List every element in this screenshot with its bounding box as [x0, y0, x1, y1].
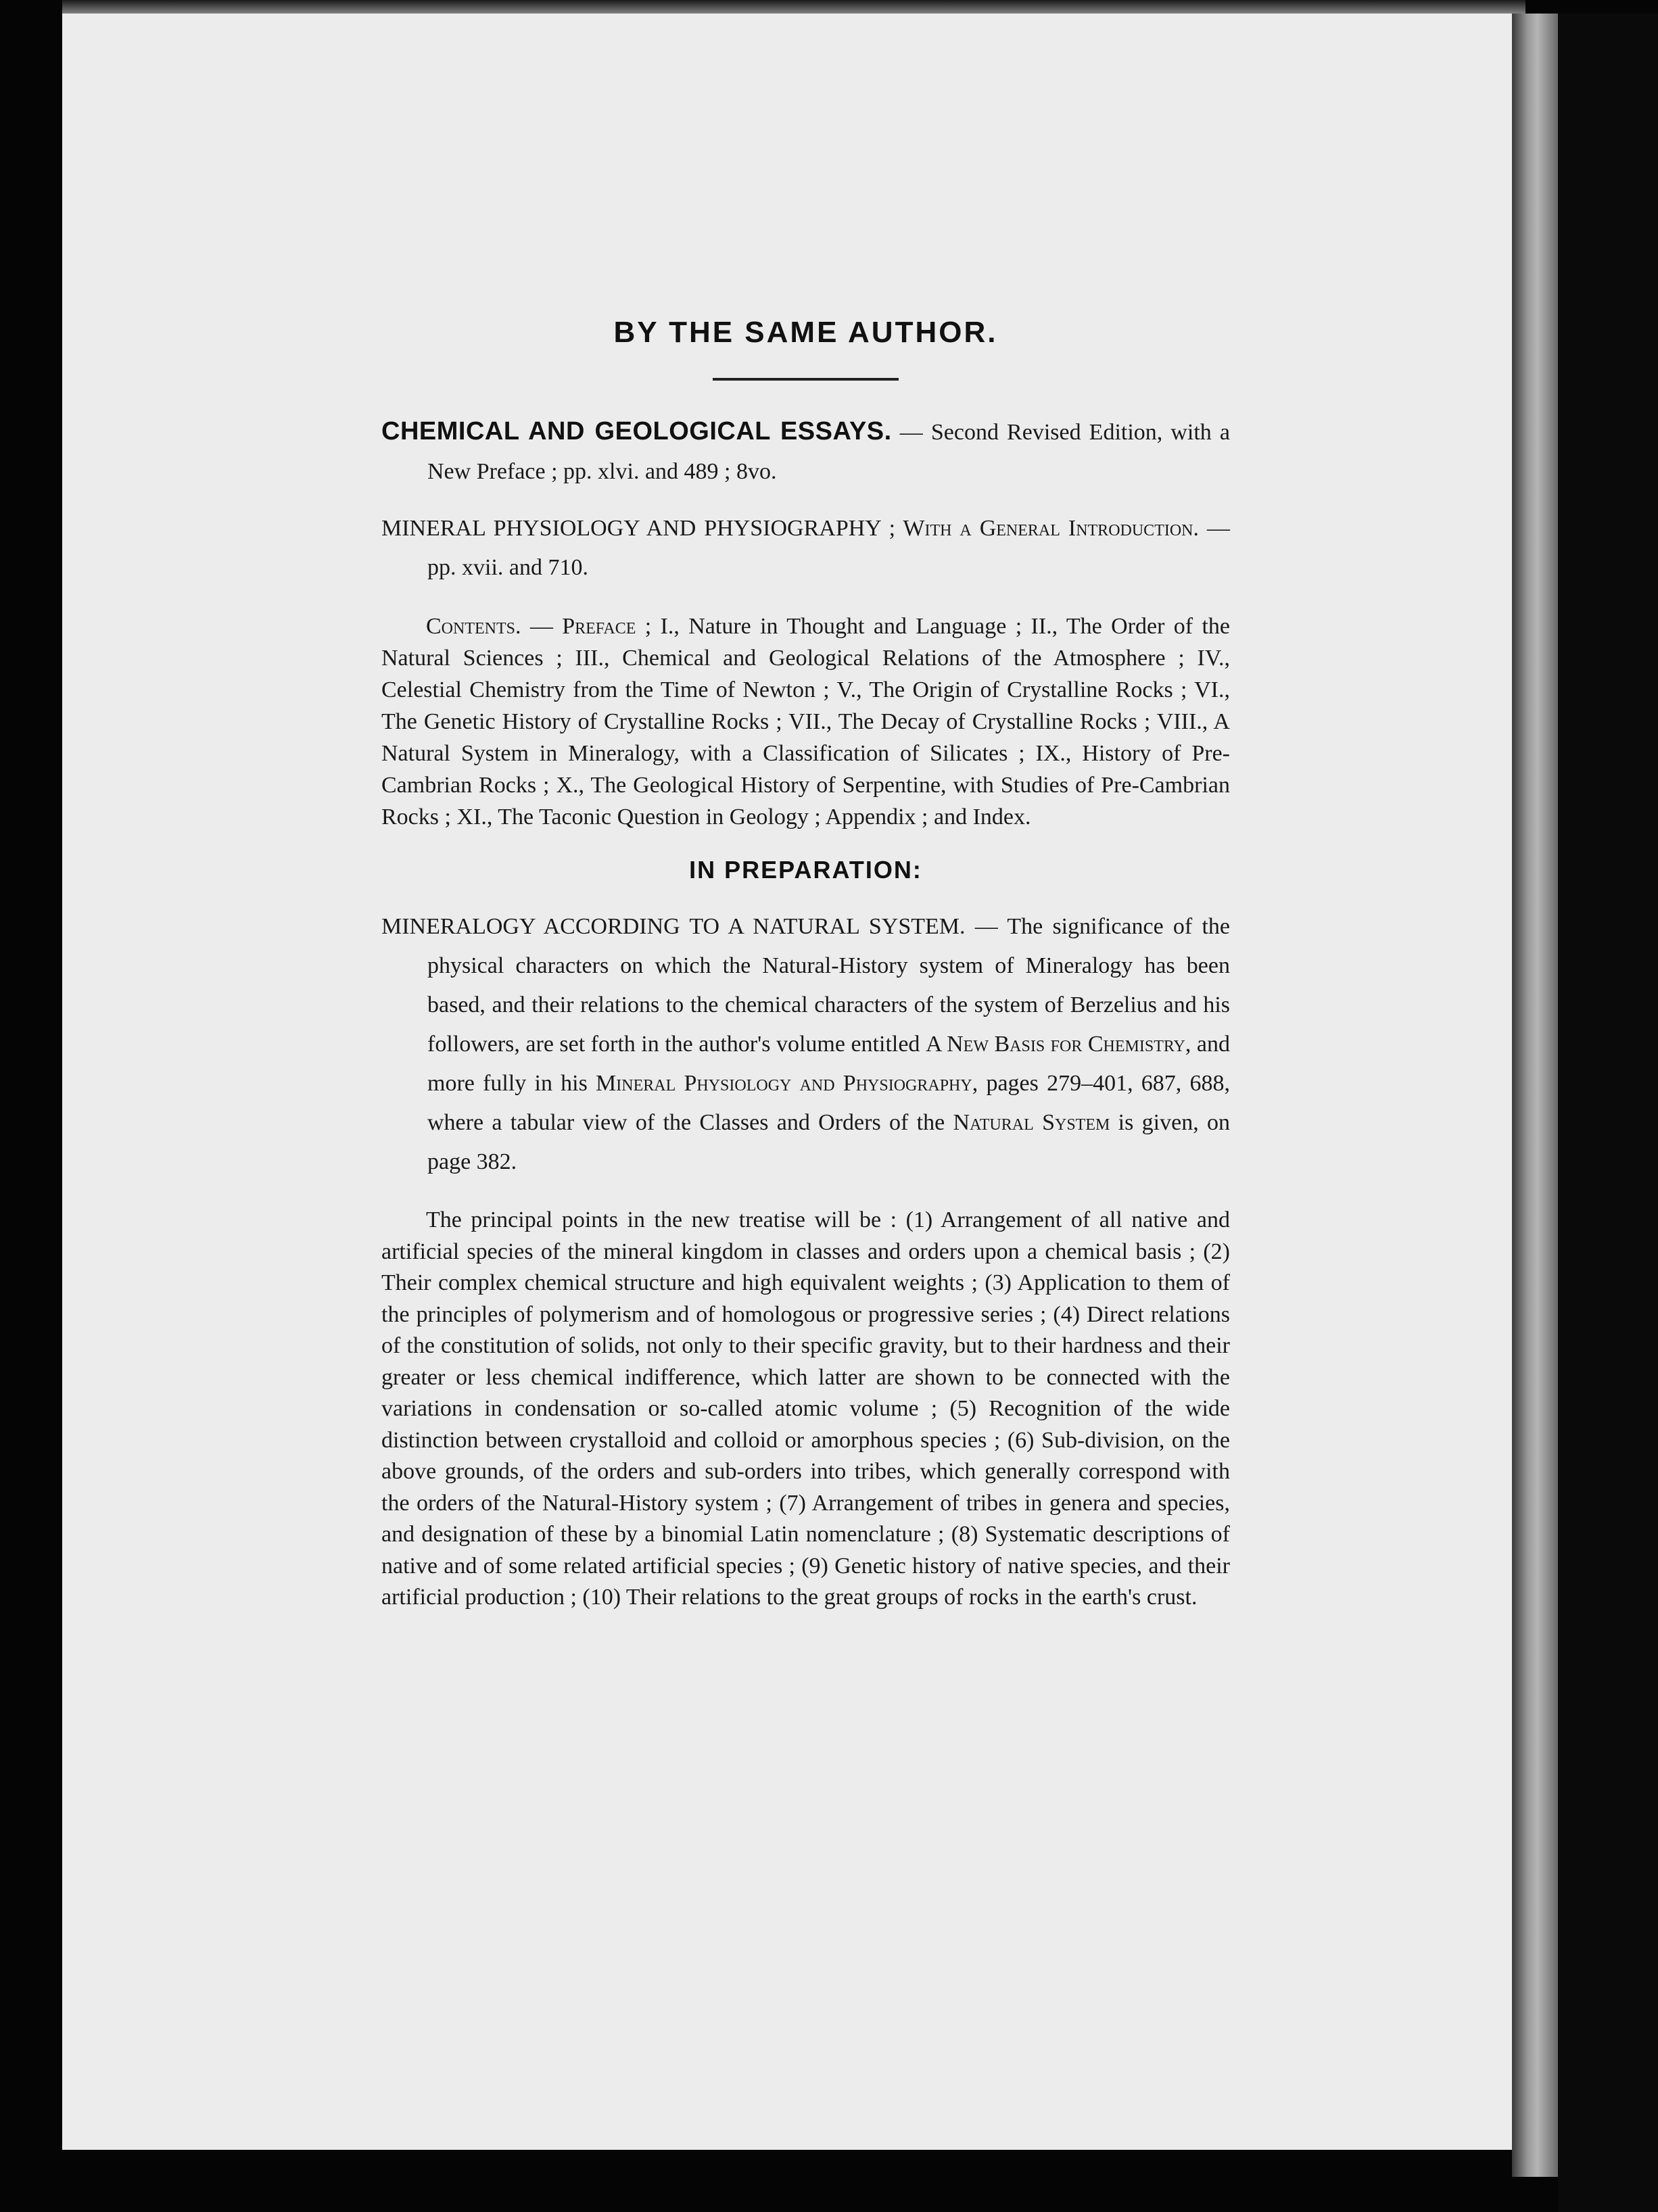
book-details: — Second Revised Edition, with a New Preface ; pp. xlvi. and 489 ; 8vo.	[427, 420, 1230, 484]
heading-divider	[713, 378, 899, 381]
preparation-heading: IN PREPARATION:	[689, 856, 922, 884]
book-title: CHEMICAL AND GEOLOGICAL ESSAYS.	[381, 417, 892, 446]
book-spine-shadow	[1512, 14, 1558, 2177]
contents-label: Contents.	[426, 614, 521, 639]
book-reference: A New Basis for Chemistry	[925, 1032, 1185, 1057]
book-description: is given, on page 382.	[427, 1110, 1231, 1174]
book-entry-essays	[381, 412, 1230, 491]
page-content	[381, 308, 1230, 1637]
book-title: MINERALOGY ACCORDING TO A NATURAL SYSTEM.	[381, 914, 966, 939]
book-reference: Mineral Physiology and Physiography	[596, 1071, 972, 1096]
book-title: MINERAL PHYSIOLOGY AND PHYSIOGRAPHY ;	[381, 516, 896, 541]
book-description: , and more fully in his	[427, 1032, 1230, 1096]
scan-border	[1558, 14, 1658, 2212]
contents-text: ; I., Nature in Thought and Language ; II., The Order of the Natural Sciences ; III., Chemical and Geological Relations of the Atmosphere ; IV., Celestial Chemistry from the Time of Newton ; V., The Origin of Crystalline Rocks ; VI., The Genetic History of Crystalline Rocks ; VII., The Decay of Crystalline Rocks ; VIII., A Natural System in Mineralogy, with a Classification of Silicates ; IX., History of Pre-Cambrian Rocks ; X., The Geological History of Serpentine, with Studies of Pre-Cambrian Rocks ; XI., The Taconic Question in Geology ; Appendix ; and Index.	[381, 614, 1230, 830]
page-top-edge	[62, 0, 1525, 15]
page-heading: BY THE SAME AUTHOR.	[613, 316, 998, 349]
contents-paragraph: Contents. — Preface ; I., Nature in Thought and Language ; II., The Order of the Natural Sciences ; III., Chemical and Geological Relations of the Atmosphere ; IV., Celestial Chemistry from the Time of Newton ; V., The Origin of Crystalline Rocks ; VI., The Genetic History of Crystalline Rocks ; VII., The Decay of Crystalline Rocks ; VIII., A Natural System in Mineralogy, with a Classification of Silicates ; IX., History of Pre-Cambrian Rocks ; X., The Geological History of Serpentine, with Studies of Pre-Cambrian Rocks ; XI., The Taconic Question in Geology ; Appendix ; and Index.	[381, 614, 1230, 830]
book-subtitle: With a General Introduction.	[895, 516, 1200, 541]
contents-preface: Preface	[562, 614, 636, 639]
book-details: — pp. xvii. and 710.	[427, 516, 1230, 580]
book-entry-physiology	[381, 509, 1230, 587]
principal-points-paragraph: The principal points in the new treatise will be : (1) Arrangement of all native and artificial species of the mineral kingdom in classes and orders upon a chemical basis ; (2) Their complex chemical structure and high equivalent weights ; (3) Application to them of the principles of polymerism and of homologous or progressive series ; (4) Direct relations of the constitution of solids, not only to their specific gravity, but to their hardness and their greater or less chemical indifference, which latter are shown to be connected with the variations in condensation or so-called atomic volume ; (5) Recognition of the wide distinction between crystalloid and colloid or amorphous species ; (6) Sub-division, on the above grounds, of the orders and sub-orders into tribes, which generally correspond with the orders of the Natural-History system ; (7) Arrangement of tribes in genera and species, and designation of these by a binomial Latin nomenclature ; (8) Systematic descriptions of native and of some related artificial species ; (9) Genetic history of native species, and their artificial production ; (10) Their relations to the great groups of rocks in the earth's crust.	[381, 1207, 1230, 1610]
book-reference: Natural System	[953, 1110, 1110, 1135]
book-description: , pages 279–401, 687, 688, where a tabular view of the Classes and Orders of the	[427, 1071, 1230, 1135]
book-entry-mineralogy	[381, 907, 1230, 1182]
book-description: — The significance of the physical characters on which the Natural-History system of Mineralogy has been based, and their relations to the chemical characters of the system of Berzelius and his followers, are set forth in the author's volume entitled	[427, 914, 1230, 1057]
